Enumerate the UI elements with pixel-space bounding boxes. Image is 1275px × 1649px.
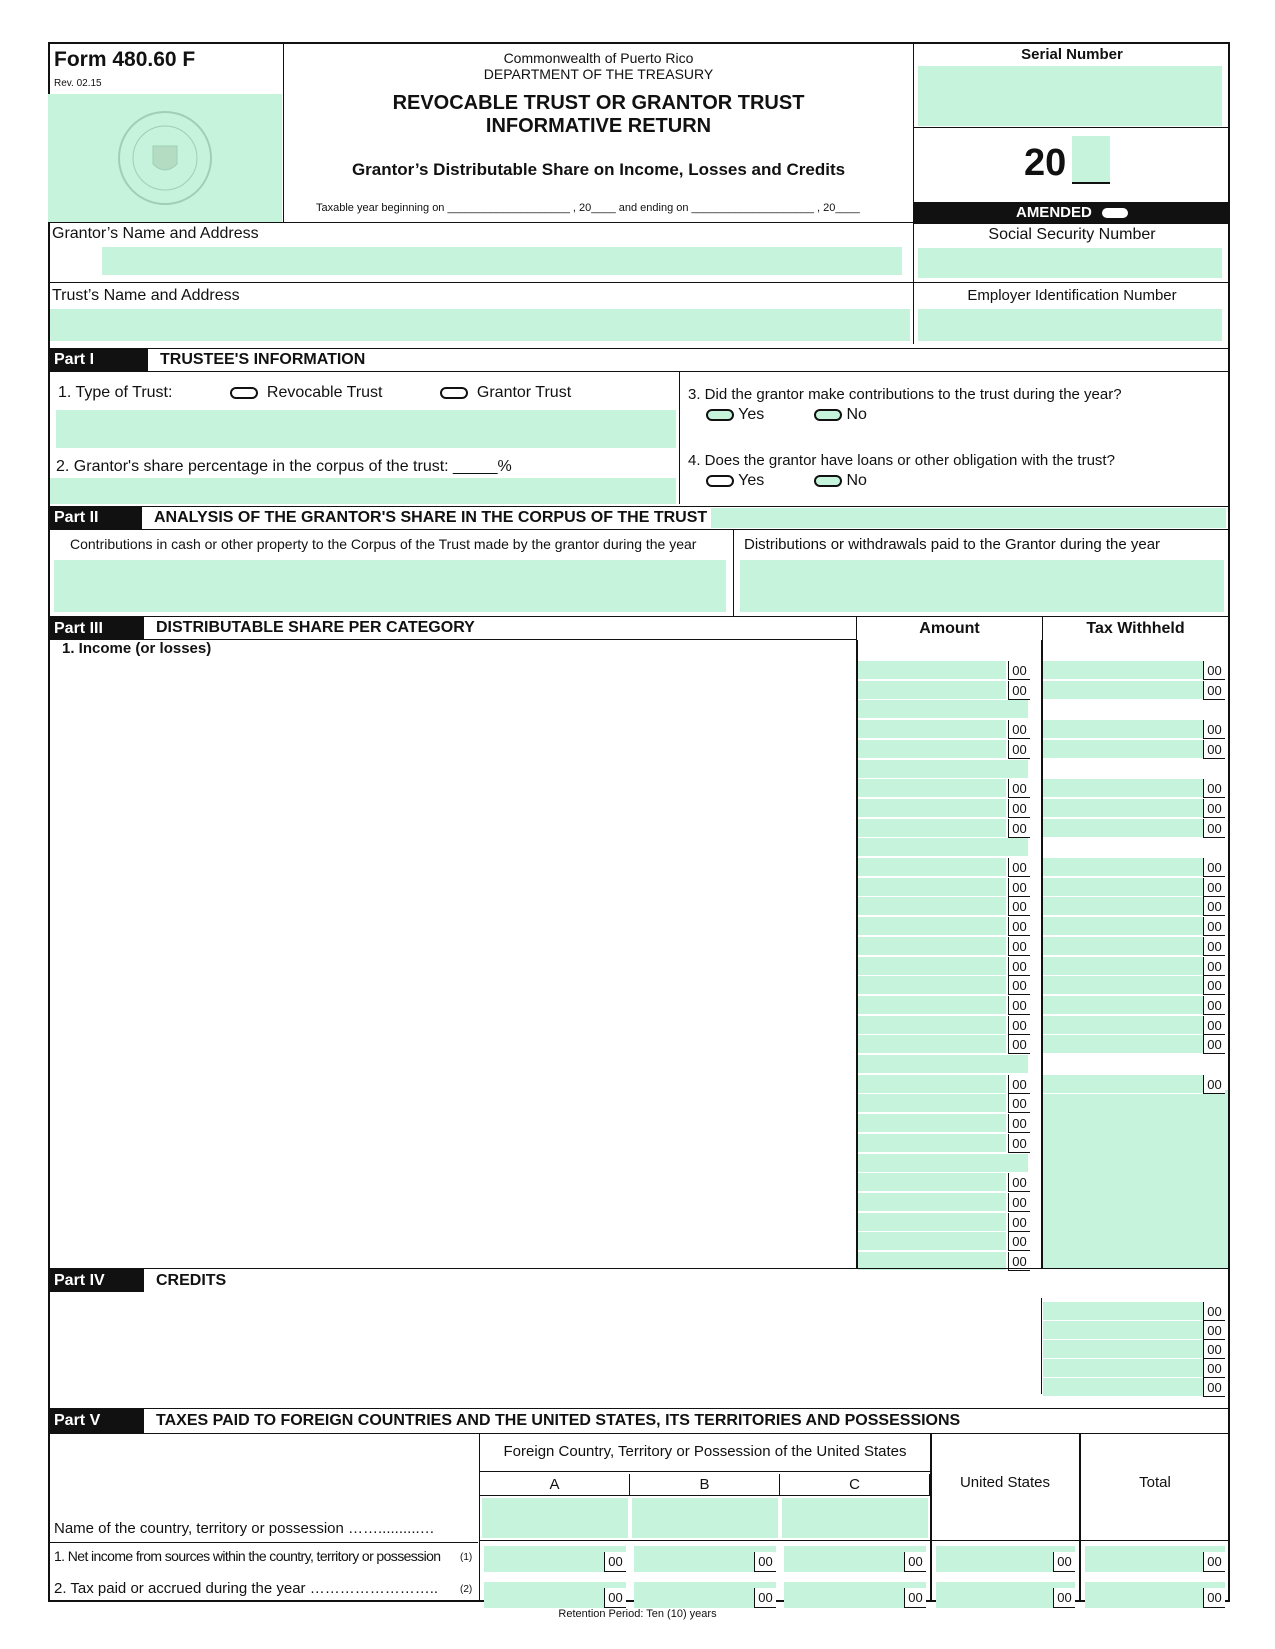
cents-field: 00 xyxy=(1008,858,1030,877)
revision: Rev. 02.15 xyxy=(54,78,102,89)
cents-field: 00 xyxy=(1008,996,1030,1015)
amount-input[interactable] xyxy=(858,937,1006,956)
taxwithheld-header: Tax Withheld xyxy=(1042,617,1228,640)
amount-input[interactable] xyxy=(858,1114,1006,1133)
part3-label: Part III xyxy=(48,617,144,640)
country-name-input[interactable] xyxy=(482,1498,628,1538)
cents-field: 00 xyxy=(904,1588,926,1608)
q4-label: 4. Does the grantor have loans or other obligation with the trust? xyxy=(688,452,1115,469)
amount-input[interactable] xyxy=(858,1134,1006,1153)
cents-field: 00 xyxy=(1203,1359,1225,1378)
amount-input[interactable] xyxy=(858,1075,1006,1094)
us-header: United States xyxy=(959,1474,1051,1491)
cents-field: 00 xyxy=(1008,819,1030,838)
grantor-trust-label: Grantor Trust xyxy=(476,384,572,401)
part4-title: CREDITS xyxy=(156,1271,227,1289)
serial-input[interactable] xyxy=(918,66,1222,126)
serial-box xyxy=(914,42,1230,128)
amount-input[interactable] xyxy=(858,1213,1006,1232)
trust-box xyxy=(48,282,914,344)
revocable-label: Revocable Trust xyxy=(266,384,383,401)
q1-label: 1. Type of Trust: xyxy=(58,384,173,401)
cents-field: 00 xyxy=(1008,1252,1030,1271)
credit-input[interactable] xyxy=(1043,1340,1225,1359)
net-income-label: 1. Net income from sources within the country, territory or possession xyxy=(54,1548,441,1564)
cents-field: 00 xyxy=(1203,917,1225,936)
radio-icon xyxy=(230,387,258,399)
cents-field: 00 xyxy=(1008,976,1030,995)
serial-label: Serial Number xyxy=(1021,46,1123,63)
tax-withheld-input[interactable] xyxy=(1043,1016,1225,1035)
taxable-year: Taxable year beginning on ____________________ , 20____ and ending on ____________________ , 20____ xyxy=(316,202,860,214)
part2-distrib xyxy=(734,530,1230,616)
cents-field: 00 xyxy=(1008,720,1030,739)
q4-yes[interactable] xyxy=(706,472,764,490)
q1-grantor[interactable] xyxy=(440,384,571,402)
q3-yes[interactable] xyxy=(706,406,764,424)
part5-labels xyxy=(48,1434,480,1602)
credit-input[interactable] xyxy=(1043,1302,1225,1321)
q2-label: 2. Grantor's share percentage in the corpus of the trust: _____% xyxy=(56,458,512,475)
tax-withheld-input[interactable] xyxy=(1043,799,1225,818)
cents-field: 00 xyxy=(1008,897,1030,916)
cents-field: 00 xyxy=(1008,1016,1030,1035)
part3-title: DISTRIBUTABLE SHARE PER CATEGORY xyxy=(144,617,856,640)
amount-shade xyxy=(858,700,1028,719)
cents-field: 00 xyxy=(1203,779,1225,798)
cents-field: 00 xyxy=(1008,661,1030,680)
no-label: No xyxy=(846,472,867,489)
form-subtitle: Grantor’s Distributable Share on Income, Losses and Credits xyxy=(351,160,846,179)
cents-field: 00 xyxy=(1203,878,1225,897)
part1-right xyxy=(680,372,1230,504)
credit-input[interactable] xyxy=(1043,1359,1225,1378)
radio-icon xyxy=(814,475,842,487)
cents-field: 00 xyxy=(1008,1134,1030,1153)
form-title-2: INFORMATIVE RETURN xyxy=(485,115,712,137)
cents-field: 00 xyxy=(1203,661,1225,680)
tax-withheld-input[interactable] xyxy=(1043,779,1225,798)
cents-field: 00 xyxy=(1008,957,1030,976)
cents-field: 00 xyxy=(1203,819,1225,838)
total-header: Total xyxy=(1139,1474,1171,1491)
tax-withheld-input[interactable] xyxy=(1043,740,1225,759)
tax-withheld-input[interactable] xyxy=(1043,976,1225,995)
q1-revocable[interactable] xyxy=(230,384,383,402)
amount-input[interactable] xyxy=(858,917,1006,936)
tax-withheld-input[interactable] xyxy=(1043,917,1225,936)
cents-field: 00 xyxy=(1008,681,1030,700)
cents-field: 00 xyxy=(1008,740,1030,759)
cents-field: 00 xyxy=(604,1552,626,1572)
row2-code: (2) xyxy=(460,1584,473,1595)
amended-oval[interactable] xyxy=(1102,208,1128,218)
tax-withheld-input[interactable] xyxy=(1043,1075,1225,1094)
radio-icon xyxy=(814,409,842,421)
credit-input[interactable] xyxy=(1043,1321,1225,1340)
cents-field: 00 xyxy=(1203,897,1225,916)
cents-field: 00 xyxy=(754,1588,776,1608)
cents-field: 00 xyxy=(1203,976,1225,995)
amount-input[interactable] xyxy=(858,1016,1006,1035)
part2-title-fill xyxy=(711,508,1226,528)
ein-input[interactable] xyxy=(918,309,1222,341)
cents-field: 00 xyxy=(1203,957,1225,976)
department: DEPARTMENT OF THE TREASURY xyxy=(483,66,714,82)
cents-field: 00 xyxy=(1008,1075,1030,1094)
tax-withheld-input[interactable] xyxy=(1043,858,1225,877)
contrib-input[interactable] xyxy=(54,560,726,612)
part2-contrib xyxy=(48,530,734,616)
amount-input[interactable] xyxy=(858,661,1006,680)
title-block xyxy=(284,42,914,222)
part1-header xyxy=(48,348,1230,372)
divider xyxy=(1079,1434,1081,1602)
tax-withheld-input[interactable] xyxy=(1043,996,1225,1015)
cents-field: 00 xyxy=(1203,681,1225,700)
ein-box xyxy=(914,282,1230,344)
amount-input[interactable] xyxy=(858,799,1006,818)
part4-label: Part IV xyxy=(48,1269,144,1292)
cents-field: 00 xyxy=(1008,799,1030,818)
cents-field: 00 xyxy=(1203,1302,1225,1321)
cents-field: 00 xyxy=(1008,1232,1030,1251)
amount-input[interactable] xyxy=(858,878,1006,897)
ssn-box xyxy=(914,224,1230,282)
distrib-label: Distributions or withdrawals paid to the Grantor during the year xyxy=(744,536,1161,553)
amount-input[interactable] xyxy=(858,819,1006,838)
ssn-label: Social Security Number xyxy=(988,226,1156,243)
cents-field: 00 xyxy=(1203,740,1225,759)
row1-code: (1) xyxy=(460,1552,473,1563)
cents-field: 00 xyxy=(1203,1075,1225,1094)
amount-input[interactable] xyxy=(858,976,1006,995)
amount-input[interactable] xyxy=(858,740,1006,759)
cents-field: 00 xyxy=(1008,1173,1030,1192)
tax-withheld-input[interactable] xyxy=(1043,681,1225,700)
part1-label: Part I xyxy=(48,349,148,371)
cents-field: 00 xyxy=(1203,937,1225,956)
cents-field: 00 xyxy=(1203,1016,1225,1035)
tax-withheld-input[interactable] xyxy=(1043,957,1225,976)
amount-input[interactable] xyxy=(858,996,1006,1015)
amount-input[interactable] xyxy=(858,858,1006,877)
yes-label: Yes xyxy=(738,406,765,423)
tax-withheld-input[interactable] xyxy=(1043,661,1225,680)
tax-withheld-input[interactable] xyxy=(1043,937,1225,956)
retention-period: Retention Period: Ten (10) years xyxy=(558,1608,717,1620)
radio-icon xyxy=(440,387,468,399)
amount-input[interactable] xyxy=(858,681,1006,700)
amount-shade xyxy=(858,838,1028,857)
distrib-input[interactable] xyxy=(740,560,1224,612)
part2-header xyxy=(48,506,1230,530)
part5-title: TAXES PAID TO FOREIGN COUNTRIES AND THE UNITED STATES, ITS TERRITORIES AND POSSESSIONS xyxy=(156,1412,961,1429)
col-letter-0: A xyxy=(480,1474,630,1496)
divider xyxy=(930,1434,932,1602)
treasury-seal-icon xyxy=(48,94,282,222)
cents-field: 00 xyxy=(1203,1035,1225,1054)
amount-header: Amount xyxy=(856,617,1042,640)
cents-field: 00 xyxy=(1008,1094,1030,1113)
tax-withheld-input[interactable] xyxy=(1043,897,1225,916)
credit-input[interactable] xyxy=(1043,1378,1225,1397)
cents-field: 00 xyxy=(604,1588,626,1608)
cents-field: 00 xyxy=(1053,1588,1075,1608)
tax-unused-area xyxy=(1043,1090,1228,1268)
form-number: Form 480.60 F xyxy=(54,48,196,71)
cents-field: 00 xyxy=(1203,1340,1225,1359)
year-box xyxy=(914,128,1230,202)
part3-header xyxy=(48,616,1230,640)
cents-field: 00 xyxy=(1008,1114,1030,1133)
grantor-box xyxy=(48,222,914,282)
seal-area xyxy=(48,94,282,222)
q3-label: 3. Did the grantor make contributions to the trust during the year? xyxy=(688,386,1122,403)
tax-withheld-input[interactable] xyxy=(1043,819,1225,838)
part2-title: ANALYSIS OF THE GRANTOR'S SHARE IN THE CORPUS OF THE TRUST xyxy=(154,509,708,526)
grantor-input[interactable] xyxy=(102,247,902,275)
part5-label: Part V xyxy=(48,1409,144,1433)
country-name-label: Name of the country, territory or possession ……..........… xyxy=(54,1520,435,1537)
amount-input[interactable] xyxy=(858,1094,1006,1113)
ein-label: Employer Identification Number xyxy=(967,287,1177,304)
q3-no[interactable] xyxy=(814,406,867,424)
amount-shade xyxy=(858,760,1028,779)
tax-withheld-input[interactable] xyxy=(1043,1035,1225,1054)
amended-bar xyxy=(914,202,1230,224)
contrib-label: Contributions in cash or other property to the Corpus of the Trust made by the grantor during the year xyxy=(70,536,697,552)
part1-left xyxy=(48,372,680,504)
amount-input[interactable] xyxy=(858,720,1006,739)
tax-withheld-input[interactable] xyxy=(1043,878,1225,897)
amount-input[interactable] xyxy=(858,1035,1006,1054)
cents-field: 00 xyxy=(1008,1193,1030,1212)
no-label: No xyxy=(846,406,867,423)
cents-field: 00 xyxy=(1008,1035,1030,1054)
amount-input[interactable] xyxy=(858,957,1006,976)
ssn-input[interactable] xyxy=(918,248,1222,278)
q2-input[interactable] xyxy=(50,478,676,504)
cents-field: 00 xyxy=(1008,779,1030,798)
col-letter-2: C xyxy=(780,1474,930,1496)
radio-icon xyxy=(706,409,734,421)
q1-input[interactable] xyxy=(56,410,676,448)
cents-field: 00 xyxy=(1053,1552,1075,1572)
divider xyxy=(48,1542,478,1543)
q4-no[interactable] xyxy=(814,472,867,490)
radio-icon xyxy=(706,475,734,487)
part1-title: TRUSTEE'S INFORMATION xyxy=(160,351,366,368)
cents-field: 00 xyxy=(1203,996,1225,1015)
year-input[interactable] xyxy=(1072,136,1110,184)
amount-input[interactable] xyxy=(858,1232,1006,1251)
cents-field: 00 xyxy=(904,1552,926,1572)
cents-field: 00 xyxy=(1008,1213,1030,1232)
amount-input[interactable] xyxy=(858,897,1006,916)
amount-input[interactable] xyxy=(858,779,1006,798)
grantor-label: Grantor’s Name and Address xyxy=(52,225,259,242)
amount-shade xyxy=(858,1154,1028,1173)
amended-label: AMENDED xyxy=(1015,204,1092,221)
divider xyxy=(480,1540,1230,1541)
form-id-box xyxy=(48,42,284,222)
cents-field: 00 xyxy=(1008,937,1030,956)
tax-withheld-input[interactable] xyxy=(1043,720,1225,739)
amount-input[interactable] xyxy=(858,1193,1006,1212)
cents-field: 00 xyxy=(1203,1321,1225,1340)
cents-field: 00 xyxy=(1203,1378,1225,1397)
cents-field: 00 xyxy=(1203,1552,1225,1572)
amount-input[interactable] xyxy=(858,1173,1006,1192)
form-title-1: REVOCABLE TRUST OR GRANTOR TRUST xyxy=(392,92,805,114)
cents-field: 00 xyxy=(1203,720,1225,739)
cents-field: 00 xyxy=(1203,799,1225,818)
trust-input[interactable] xyxy=(50,309,910,341)
trust-label: Trust’s Name and Address xyxy=(52,287,240,304)
country-name-input[interactable] xyxy=(632,1498,778,1538)
commonwealth: Commonwealth of Puerto Rico xyxy=(503,50,694,66)
cents-field: 00 xyxy=(754,1552,776,1572)
part5-header xyxy=(48,1408,1230,1434)
tax-paid-label: 2. Tax paid or accrued during the year …………………….. xyxy=(54,1580,439,1597)
year-prefix: 20 xyxy=(1024,142,1067,184)
cents-field: 00 xyxy=(1203,858,1225,877)
country-name-input[interactable] xyxy=(782,1498,928,1538)
cents-field: 00 xyxy=(1008,917,1030,936)
cents-field: 00 xyxy=(1008,878,1030,897)
part4-header xyxy=(48,1268,1230,1292)
yes-label: Yes xyxy=(738,472,765,489)
amount-shade xyxy=(858,1055,1028,1074)
cents-field: 00 xyxy=(1203,1588,1225,1608)
income-heading: 1. Income (or losses) xyxy=(62,640,212,657)
col-letter-1: B xyxy=(630,1474,780,1496)
foreign-header: Foreign Country, Territory or Possession of the United States xyxy=(480,1434,930,1472)
part2-label: Part II xyxy=(48,507,142,529)
